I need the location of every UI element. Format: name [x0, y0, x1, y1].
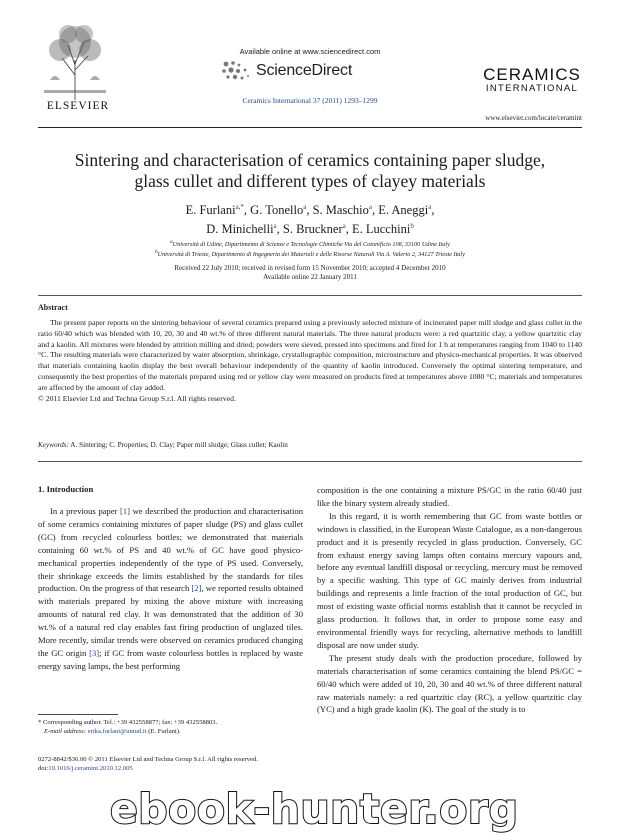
author-name: , E. Lucchini — [345, 222, 411, 237]
author-separator: , — [431, 203, 435, 218]
journal-logo-line1: CERAMICS — [483, 65, 581, 84]
citation-link[interactable]: [3] — [89, 647, 100, 658]
affiliation-a-text: Università di Udine, Dipartimento di Scienze e Tecnologie Chimiche Via del Cotonificio 108, 33100 Udine Italy — [172, 241, 450, 249]
abstract-bottom-rule — [38, 461, 582, 462]
abstract-top-rule — [38, 295, 582, 296]
intro-paragraph-1 — [38, 505, 303, 673]
citation-link[interactable]: [2] — [191, 583, 202, 594]
author-name: , E. Aneggi — [371, 203, 429, 218]
footnote-mark: * — [38, 719, 42, 726]
publisher-logo-text: ELSEVIER — [46, 100, 110, 112]
intro-paragraph-2: In this regard, it is worth remembering that GC from waste bottles or windows is classified, in the European Waste Catalogue, as a non-dangerous product and it is presently recycled in glass production. Conversely, GC from exhaust energy saving lamps often contains mercury vapours and, before any eventual landfill disposal or recycling, mercury must be removed by a specific washing. This type of GC mainly derives from industrial buildings and represents a little fraction of the total production of GC, but most of existing waste official norms establish that it cannot be recycled in glass production. It follows that, in order to propose some easy and environmental friendly ways for recycling, alternative methods to landfill disposal are now under study. — [317, 510, 582, 650]
column-left — [38, 505, 303, 673]
affiliation-b — [38, 249, 582, 259]
email-link[interactable]: erika.furlani@uniud.it — [87, 728, 147, 735]
journal-citation-link[interactable]: Ceramics International 37 (2011) 1293–1299 — [242, 96, 378, 105]
affiliation-a-mark: a — [170, 240, 173, 245]
received-dates: Received 22 July 2010; received in revised form 15 November 2010; accepted 4 December 2010 — [174, 264, 446, 272]
intro-text: we described the production and characterisation of some ceramics containing mixtures of paper sludge (PS) and glass cullet (GC) from recycled colourless bottles; we demonstrated that materials containing 60 wt.% of PS and 40 wt.% of GC have good physico-mechanical properties independently of the type of PS used. Conversely, their shrinkage exceeds the limits established by the standards for tiles production. On the progress of that research — [38, 506, 303, 594]
issn-line: 0272-8842/$36.00 © 2011 Elsevier Ltd and Techna Group S.r.l. All rights reserved. — [38, 756, 258, 763]
section-heading-introduction: 1. Introduction — [38, 484, 94, 494]
footnote-corresponding-text: Corresponding author. Tel.: +39 432558877; fax: +39 432558803. — [42, 719, 218, 726]
intro-text: In a previous paper — [50, 506, 120, 516]
column-right — [317, 484, 582, 716]
available-date: Available online 22 January 2011 — [263, 273, 357, 281]
footnote-rule — [38, 714, 118, 715]
journal-logo-line2: INTERNATIONAL — [485, 83, 579, 94]
journal-logo — [472, 65, 592, 94]
article-title-line1: Sintering and characterisation of ceramics containing paper sludge, — [74, 150, 546, 170]
author-name: D. Minichelli — [206, 222, 274, 237]
author-affiliation-mark[interactable]: a — [303, 203, 307, 211]
author-affiliation-mark[interactable]: b — [410, 222, 414, 231]
header-rule — [38, 127, 582, 128]
author-list — [38, 199, 582, 237]
intro-text: , we reported results obtained with materials prepared by mixing the above mixture with increasing amounts of natural red clay. It was demonstrated that the addition of 30 wt.% of a natural red clay enables fast firing production of unglazed tiles. More recently, similar trends were observed on ceramics produced changing the GC origin — [38, 583, 303, 658]
available-online-text: Available online at www.sciencedirect.com — [239, 47, 381, 56]
intro-paragraph-continued: composition is the one containing a mixture PS/GC in the ratio 60/40 just like the binary system already studied. — [317, 485, 582, 508]
author-affiliation-mark[interactable]: a — [273, 222, 277, 231]
author-name: , G. Tonello — [243, 203, 304, 218]
intro-paragraph-3: The present study deals with the production procedure, followed by materials characterisation of some ceramics containing the blend PS/GC = 60/40 which were added of 10, 20, 30 and 40 wt.% of three different natural raw materials namely: a red quartzitic clay (RC), a yellow quartzitic clay (YC) and a high grade kaolin (K). The goal of the study is to — [317, 652, 582, 715]
abstract-heading: Abstract — [38, 303, 68, 312]
elsevier-tree-logo — [40, 20, 110, 102]
author-name: , S. Bruckner — [276, 222, 343, 237]
footnote-email — [38, 727, 303, 736]
affiliation-b-text: Università di Trieste, Dipartimento di Ingegneria dei Materiali e delle Risorse Naturali Via A. Valerio 2, 34127 Trieste Italy — [157, 251, 465, 259]
citation-link[interactable]: [1] — [119, 506, 131, 516]
doi-label: doi: — [38, 765, 49, 772]
doi-line — [38, 764, 358, 773]
author-name: E. Furlani — [185, 203, 236, 218]
author-affiliation-mark[interactable]: a — [342, 222, 346, 231]
author-affiliation-mark[interactable]: a — [428, 203, 432, 211]
sciencedirect-wordmark: ScienceDirect — [256, 62, 353, 79]
email-suffix: (E. Furlani). — [148, 728, 181, 735]
footnote-corresponding — [38, 718, 303, 727]
abstract-text: The present paper reports on the sintering behaviour of several ceramics prepared using a previously selected mixture of incinerated paper mill sludge and glass cullet in the ratio 60/40 which was blended with 10, 20, 30 and 40 wt.% of three different natural materials. The three natural products were: a red quartzitic clay, a yellow quartzitic clay and a kaolin. All mixtures were blended by attrition milling and dried; powders were sieved, pressed into specimens and fired for 1 h at temperatures ranging from 1040 to 1140 °C. The resulting materials were characterized by water absorption, shrinkage, crystallographic composition, microstructure and physico-mechanical properties. It was observed that materials containing kaolin display the best overall behaviour independently of the quantity of kaolin introduced. Conversely the optimal sintering temperature, and consequently the best properties of the materials prepared using red or yellow clay were measured on products fired at temperatures above 1080 °C; materials and temperatures are affected by the amount of clay added. — [38, 318, 582, 392]
doi-link[interactable]: 10.1016/j.ceramint.2010.12.005 — [48, 765, 133, 772]
author-name: , S. Maschio — [306, 203, 369, 218]
journal-url-link[interactable]: www.elsevier.com/locate/ceramint — [485, 114, 582, 122]
article-title-line2: glass cullet and different types of clayey materials — [134, 171, 486, 191]
abstract-body — [38, 318, 582, 404]
email-label: E-mail address: — [44, 728, 87, 735]
author-affiliation-mark[interactable]: a,* — [235, 203, 244, 211]
footnote — [38, 718, 303, 736]
author-affiliation-mark[interactable]: a — [368, 203, 372, 211]
intro-text: ; if GC from waste colourless bottles is replaced by waste energy saving lamps, the best performing — [38, 647, 303, 671]
affiliation-b-mark: b — [155, 250, 158, 255]
keywords-label: Keywords: — [38, 441, 69, 449]
watermark-text: ebook-hunter.org — [110, 785, 519, 833]
abstract-copyright: © 2011 Elsevier Ltd and Techna Group S.r.l. All rights reserved. — [38, 393, 236, 403]
keywords-line — [38, 441, 582, 450]
keywords-text: A. Sintering; C. Properties; D. Clay; Paper mill sludge; Glass cullet; Kaolin — [70, 441, 288, 449]
article-title — [38, 150, 582, 192]
sciencedirect-logo — [218, 58, 408, 84]
affiliation-a — [38, 239, 582, 249]
sciencedirect-dots-icon — [218, 58, 258, 84]
